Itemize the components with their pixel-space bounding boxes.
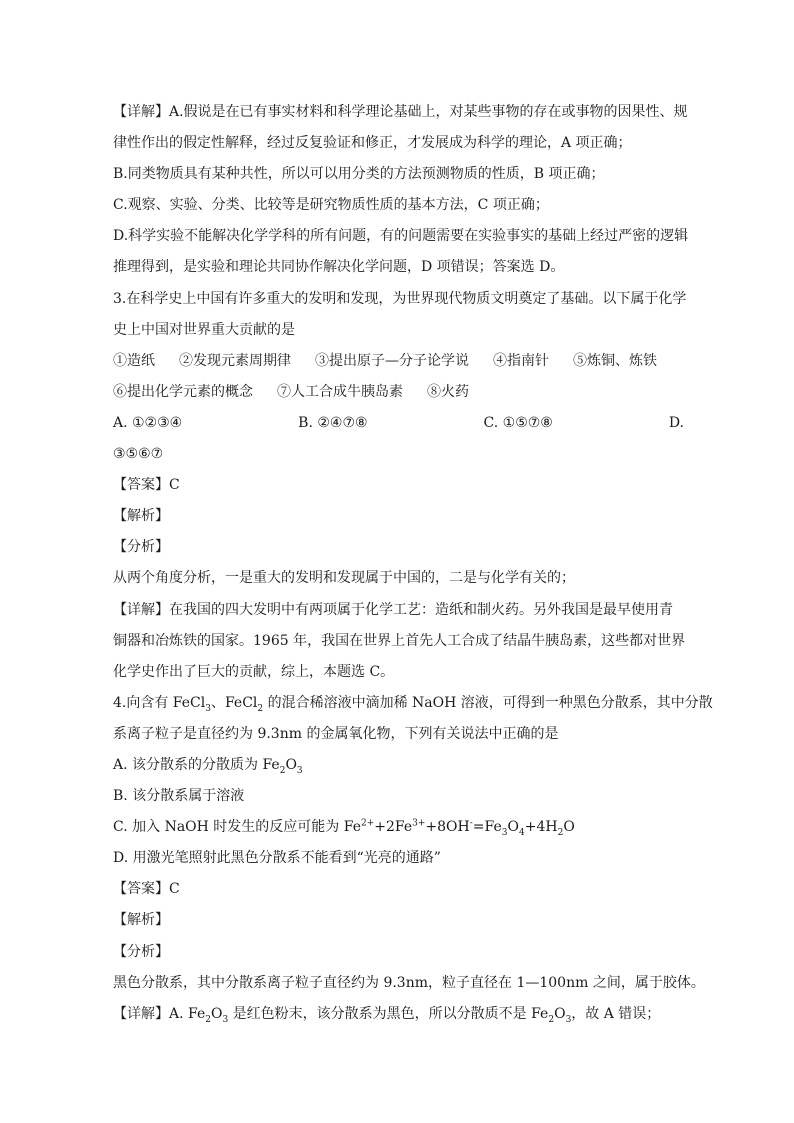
subscript: 2 bbox=[205, 1014, 211, 1025]
superscript: 2+ bbox=[360, 818, 375, 829]
text-run: 的混合稀溶液中滴加稀 NaOH 溶液，可得到一种黑色分散系，其中分散 bbox=[263, 694, 713, 711]
subscript: 2 bbox=[548, 1014, 555, 1025]
text-run: O bbox=[210, 1005, 223, 1022]
text-run: +4H bbox=[524, 819, 558, 836]
text-line bbox=[113, 750, 684, 781]
text-line: ③⑤⑥⑦ bbox=[113, 446, 164, 463]
subscript: 2 bbox=[279, 765, 286, 776]
text-line: 【分析】 bbox=[113, 943, 169, 960]
question-item: ⑤炼铜、炼铁 bbox=[573, 352, 657, 369]
text-line: 史上中国对世界重大贡献的是 bbox=[113, 321, 295, 338]
text-line: 化学史作出了巨大的贡献，综上，本题选 C。 bbox=[113, 663, 395, 680]
text-line: 系离子粒子是直径约为 9.3nm 的金属氧化物，下列有关说法中正确的是 bbox=[113, 725, 559, 742]
text-line: 【详解】在我国的四大发明中有两项属于化学工艺：造纸和制火药。另外我国是最早使用青 bbox=[113, 601, 673, 618]
text-line: 推理得到，是实验和理论共同协作解决化学问题，D 项错误；答案选 D。 bbox=[113, 259, 565, 276]
document-body bbox=[113, 97, 713, 1030]
text-line: 【答案】C bbox=[113, 477, 180, 494]
text-line bbox=[113, 377, 684, 408]
text-line: D. 用激光笔照射此黑色分散系不能看到“光亮的通路” bbox=[113, 850, 441, 867]
subscript: 3 bbox=[501, 827, 508, 838]
text-run: O bbox=[507, 819, 519, 836]
subscript: 3 bbox=[205, 703, 211, 714]
question-item: ①造纸 bbox=[113, 352, 155, 369]
text-line: 黑色分散系，其中分散系离子粒子直径约为 9.3nm，粒子直径在 1—100nm 之间，属于胶体。 bbox=[113, 974, 705, 991]
text-run: O bbox=[563, 819, 575, 836]
text-line: 【详解】A.假说是在已有事实材料和科学理论基础上，对某些事物的存在或事物的因果性、规 bbox=[113, 104, 688, 120]
superscript: 3+ bbox=[412, 818, 426, 829]
answer-options bbox=[113, 408, 684, 439]
question-item: ⑥提出化学元素的概念 bbox=[113, 383, 253, 400]
text-run: O bbox=[285, 756, 297, 773]
text-run: O bbox=[554, 1005, 566, 1022]
text-run: 【详解】A. Fe bbox=[113, 1005, 206, 1022]
text-run: 、FeCl bbox=[210, 694, 258, 711]
subscript: 2 bbox=[557, 827, 564, 838]
subscript: 4 bbox=[518, 827, 525, 838]
text-line bbox=[113, 688, 713, 719]
text-line: 【分析】 bbox=[113, 539, 169, 556]
text-run: +2Fe bbox=[374, 819, 413, 836]
text-line bbox=[113, 999, 684, 1030]
text-line: 从两个角度分析，一是重大的发明和发现属于中国的，二是与化学有关的； bbox=[113, 570, 575, 587]
text-line: 律性作出的假定性解释，经过反复验证和修正，才发展成为科学的理论，A 项正确； bbox=[113, 135, 632, 152]
text-line: D.科学实验不能解决化学学科的所有问题，有的问题需要在实验事实的基础上经过严密的逻辑 bbox=[113, 228, 689, 245]
subscript: 2 bbox=[257, 703, 264, 714]
text-line: 3.在科学史上中国有许多重大的发明和发现，为世界现代物质文明奠定了基础。以下属于化学 bbox=[113, 290, 687, 307]
text-line: 【解析】 bbox=[113, 912, 169, 929]
text-line bbox=[113, 812, 684, 843]
subscript: 3 bbox=[296, 765, 303, 776]
answer-option: C. ①⑤⑦⑧ bbox=[483, 414, 553, 431]
question-item: ⑧火药 bbox=[427, 383, 469, 400]
question-item: ⑦人工合成牛胰岛素 bbox=[277, 383, 403, 400]
text-run: A. 该分散系的分散质为 Fe bbox=[113, 756, 280, 773]
text-run: ，故 A 错误； bbox=[571, 1005, 661, 1022]
answer-option: B. ②④⑦⑧ bbox=[298, 414, 368, 431]
question-item: ④指南针 bbox=[493, 352, 549, 369]
text-line: 铜器和冶炼铁的国家。1965 年，我国在世界上首先人工合成了结晶牛胰岛素，这些都对世界 bbox=[113, 632, 686, 649]
text-run: +8OH bbox=[425, 819, 470, 836]
answer-option: A. ①②③④ bbox=[113, 414, 183, 431]
text-line bbox=[113, 346, 684, 377]
superscript: - bbox=[469, 818, 473, 829]
text-line: 【解析】 bbox=[113, 508, 169, 525]
text-run: 是红色粉末，该分散系为黑色，所以分散质不是 Fe bbox=[228, 1005, 549, 1022]
question-item: ③提出原子—分子论学说 bbox=[315, 352, 469, 369]
answer-option: D. bbox=[668, 414, 684, 431]
text-line: 【答案】C bbox=[113, 881, 180, 898]
question-item: ②发现元素周期律 bbox=[179, 352, 291, 369]
subscript: 3 bbox=[222, 1014, 229, 1025]
text-run: C. 加入 NaOH 时发生的反应可能为 Fe bbox=[113, 819, 361, 836]
text-line: B. 该分散系属于溶液 bbox=[113, 788, 245, 805]
text-line: C.观察、实验、分类、比较等是研究物质性质的基本方法，C 项正确； bbox=[113, 197, 549, 214]
text-run: =Fe bbox=[472, 819, 502, 836]
text-line: B.同类物质具有某种共性，所以可以用分类的方法预测物质的性质，B 项正确； bbox=[113, 166, 605, 183]
text-run: 4.向含有 FeCl bbox=[113, 694, 206, 711]
subscript: 3 bbox=[565, 1014, 572, 1025]
